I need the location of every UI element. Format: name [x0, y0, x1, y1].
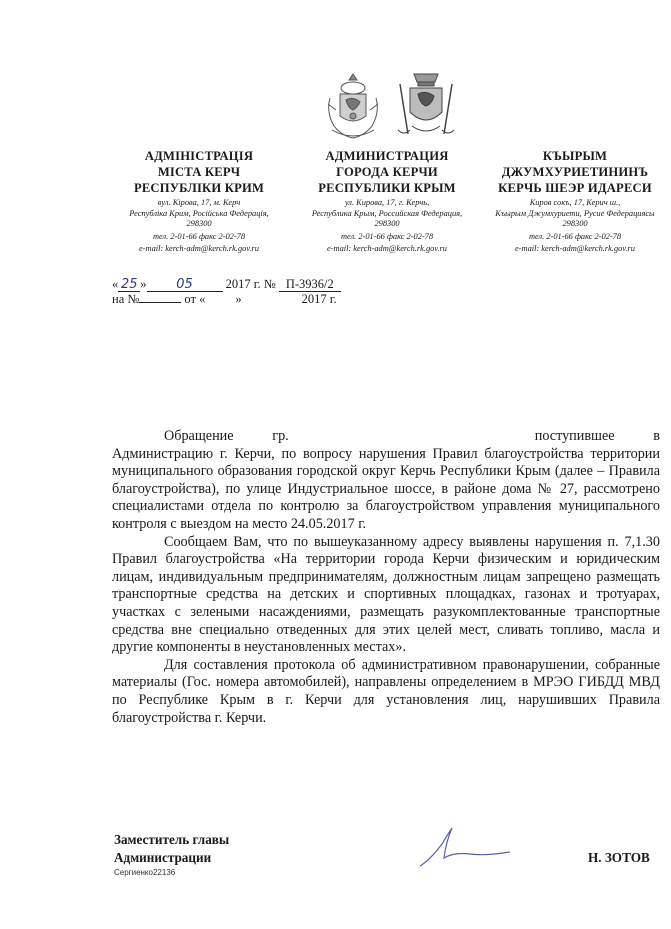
signatory-position: Заместитель главы Администрации [114, 832, 230, 865]
header-ukrainian [104, 148, 294, 255]
header-crimean-tatar [480, 148, 670, 255]
signatory-name: Н. ЗОТОВ [588, 850, 650, 865]
address-uk: вул. Кірова, 17, м. Керч Республіка Крим, Російська Федерація, 298300 [129, 198, 269, 229]
paragraph-3: Для составления протокола об административном правонарушении, собранные материалы (Гос. номера автомобилей), направлены определением в МРЭО ГИБДД МВД по Республике Крым в г. Керчи для установления лиц, нарушивших Правила благоустройства г. Керчи. [112, 656, 660, 726]
executor-note: Сергиенко22136 [114, 868, 176, 877]
letter-body [112, 428, 660, 727]
kerch-coat-of-arms-icon [396, 70, 456, 140]
address-ru: ул. Кирова, 17, г. Керчь, Республика Крым, Российская Федерация, 298300 [311, 198, 463, 229]
crimea-coat-of-arms-icon [324, 70, 382, 140]
reg-month: 05 [176, 277, 193, 292]
org-name-uk: АДМІНІСТРАЦІЯ МІСТА КЕРЧ РЕСПУБЛІКИ КРИМ [133, 149, 265, 195]
email-uk: e-mail: kerch-adm@kerch.rk.gov.ru [139, 244, 259, 254]
reg-number: П-3936/2 [285, 277, 334, 291]
org-name-ru: АДМИНИСТРАЦИЯ ГОРОДА КЕРЧИ РЕСПУБЛИКИ КРЫМ [318, 149, 456, 195]
phone-crh: тел. 2-01-66 факс 2-02-78 [528, 231, 622, 241]
handwritten-signature [400, 822, 520, 872]
reg-day: 25 [120, 277, 138, 292]
incoming-reference: на № от « » 2017 г. [112, 292, 337, 306]
email-crh: e-mail: kerch-adm@kerch.rk.gov.ru [515, 244, 635, 254]
paragraph-1: Обращение гр. поступившее в Администрацию г. Керчи, по вопросу нарушения Правил благоустройства территории муниципального образования городской округ Керчь Республики Крым (далее – Правила благоустройства), по улице Индустриальное шоссе, в районе дома № 27, рассмотрено специалистами отдела по контролю за благоустройством управления муниципального контроля с выездом на место 24.05.2017 г. [112, 428, 660, 532]
paragraph-2: Сообщаем Вам, что по вышеуказанному адресу выявлены нарушения п. 7,1.30 Правил благоустройства «На территории города Керчи физическим и юридическим лицам, индивидуальным предпринимателям, должностным лицам запрещено размещать транспортные средства на детских и спортивных площадках, газонах и тротуарах, участках с зелеными насаждениями, размещать разукомплектованные транспортные средства вне специально отведенных для этих целей мест, сливать топливо, масла и другие компоненты в неустановленных местах». [112, 533, 660, 656]
header-russian [294, 148, 480, 255]
address-crh: Киров сокъ, 17, Керич ш., Къырым Джумхуриети, Русие Федерацияcы 298300 [495, 198, 655, 229]
phone-uk: тел. 2-01-66 факс 2-02-78 [152, 231, 246, 241]
phone-ru: тел. 2-01-66 факс 2-02-78 [340, 231, 434, 241]
email-ru: e-mail: kerch-adm@kerch.rk.gov.ru [327, 244, 447, 254]
reg-year: 2017 г. № [225, 277, 276, 291]
org-name-crh: КЪЫРЫМ ДЖУМХУРИЕТИНИНЪ КЕРЧЬ ШЕЭР ИДАРЕСИ [498, 149, 652, 195]
outgoing-registration: « 25 » 05 2017 г. № П-3936/2 [112, 276, 341, 292]
